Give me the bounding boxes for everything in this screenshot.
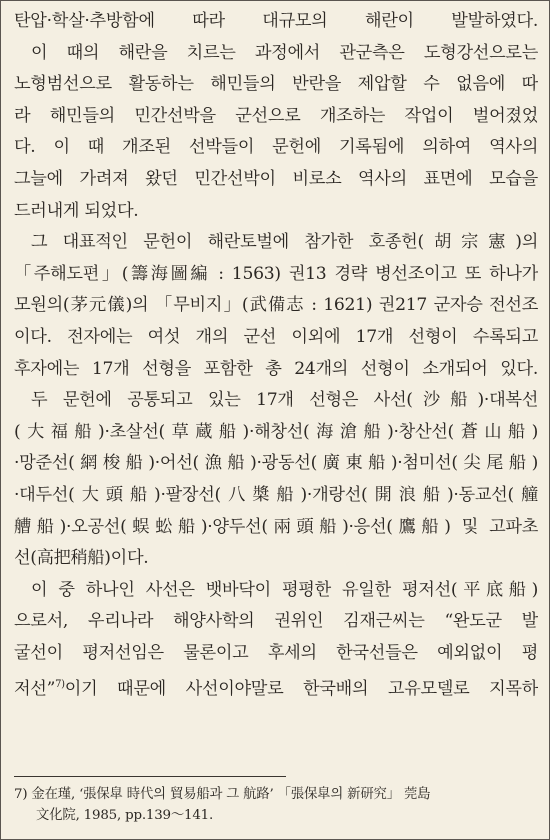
text-line: (大福船)·초살선(草蔵船)·해창선(海滄船)·창산선(蒼山船) [14, 421, 538, 442]
footnote [14, 784, 538, 826]
text-line: 「주해도편」(籌海圖編 : 1563) 권13 경략 병선조이고 또 하나가 [14, 263, 538, 284]
text-line: 탄압·학살·추방함에 따라 대규모의 해란이 발발하였다. [14, 11, 538, 31]
text-line: 이다. 전자에는 여섯 개의 군선 이외에 17개 선형이 수록되고 [14, 326, 538, 347]
text-line: 드러내게 되었다. [14, 200, 139, 221]
text-line [14, 669, 538, 706]
text-line: 그늘에 가려져 왔던 민간선박이 비로소 역사의 표면에 모습을 [14, 168, 538, 189]
text-line: 라 해민들의 민간선박을 군선으로 개조하는 작업이 벌어졌었 [14, 105, 538, 126]
text-line: 후자에는 17개 선형을 포함한 총 24개의 선형이 소개되어 있다. [14, 358, 538, 379]
text-line: ·망준선(網梭船)·어선(漁船)·광동선(廣東船)·첨미선(尖尾船) [14, 453, 538, 474]
text-fragment: 저선” [14, 679, 56, 700]
text-line: 다. 이 때 개조된 선박들이 문헌에 기록됨에 의하여 역사의 [14, 137, 538, 158]
footnote-marker: 7) [14, 787, 28, 802]
footnote-line: 文化院, 1985, pp.139～141. [36, 808, 214, 823]
footnote-text: 金在瑾, ‘張保皐 時代의 貿易船과 그 航路’ 「張保皐의 新研究」 莞島 [31, 787, 431, 802]
footnote-divider [14, 776, 286, 777]
text-line: 이 중 하나인 사선은 뱃바닥이 평평한 유일한 평저선(平底船) [31, 579, 538, 600]
body-text [14, 6, 538, 706]
text-line: 선(高把稍船)이다. [14, 548, 149, 569]
text-line: 굴선이 평저선임은 물론이고 후세의 한국선들은 예외없이 평 [14, 642, 538, 663]
text-line: 으로서, 우리나라 해양사학의 권위인 김재근씨는 “완도군 발 [14, 611, 538, 632]
text-line: 노형범선으로 활동하는 해민들의 반란을 제압할 수 없음에 따 [14, 74, 538, 95]
text-line: 그 대표적인 문헌이 해란토벌에 참가한 호종헌(胡宗憲)의 [31, 232, 538, 253]
text-line: 이 때의 해란을 치르는 과정에서 관군측은 도형강선으로는 [31, 42, 538, 63]
text-line: 모원의(茅元儀)의 「무비지」(武備志 : 1621) 권217 군자승 전선조 [14, 295, 538, 316]
footnote-reference: 7) [55, 679, 65, 691]
text-line: ·대두선(大頭船)·팔장선(八槳船)·개랑선(開浪船)·동교선(艟 [14, 484, 538, 505]
footnote-line [14, 784, 538, 805]
text-fragment: 이기 때문에 사선이야말로 한국배의 고유모델로 지목하 [64, 679, 538, 700]
text-line: 두 문헌에 공통되고 있는 17개 선형은 사선(沙船)·대복선 [31, 390, 538, 411]
text-line: 艚船)·오공선(蜈蚣船)·양두선(兩頭船)·응선(鷹船) 및 고파초 [14, 516, 538, 537]
